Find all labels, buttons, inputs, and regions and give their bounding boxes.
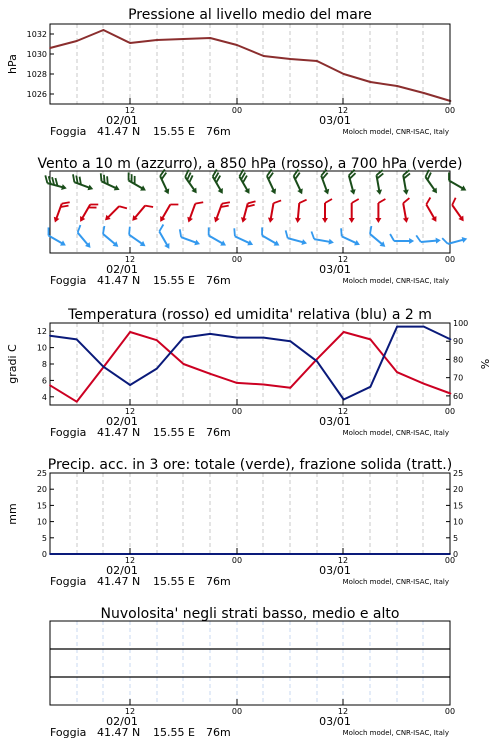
wind-850hpa-barb-shaft xyxy=(162,204,171,219)
rh-ytick-label: 100 xyxy=(453,319,469,328)
pressure-station-lat: 41.47 N xyxy=(97,125,141,138)
wind-850hpa-barb-shaft xyxy=(426,204,435,219)
wind-700hpa-barb xyxy=(97,173,123,192)
wind-850hpa-barb xyxy=(349,199,359,223)
pressure-ytick-label: 1026 xyxy=(26,90,47,99)
precip-credit: Moloch model, CNR-ISAC, Italy xyxy=(342,578,449,586)
clouds-station-lon: 15.55 E xyxy=(153,726,195,739)
wind-10m-arrow-shaft xyxy=(209,236,224,245)
wind-850hpa-barb xyxy=(78,200,99,226)
wind-700hpa-barb-shaft xyxy=(449,181,464,190)
wind-10m-arrow-flag xyxy=(100,226,108,234)
wind-10m-arrow-flag xyxy=(310,232,315,240)
precip-data-point xyxy=(224,553,226,555)
wind-10m-arrow-flag xyxy=(157,225,165,232)
wind-700hpa-barb-head xyxy=(271,188,279,195)
temperature-data-point xyxy=(129,331,131,333)
pressure-data-point xyxy=(423,92,425,94)
wind-xtick-label: 00 xyxy=(444,255,456,264)
precip-station-name: Foggia xyxy=(50,575,87,588)
wind-850hpa-barb-head xyxy=(322,218,328,223)
temp-ytick-label: 6 xyxy=(41,376,47,386)
pressure-credit: Moloch model, CNR-ISAC, Italy xyxy=(342,128,449,136)
pressure-data-point xyxy=(236,44,238,46)
clouds-panel xyxy=(50,621,455,739)
temp-ytick-label: 4 xyxy=(41,392,47,402)
wind-panel xyxy=(43,169,470,287)
precip-left-ytick-label: 10 xyxy=(36,517,47,527)
pressure-data-point xyxy=(156,39,158,41)
temperature-data-point xyxy=(423,383,425,385)
wind-700hpa-barb xyxy=(43,175,69,191)
pressure-station-elev: 76m xyxy=(206,125,231,138)
wind-850hpa-barb-flag xyxy=(274,199,282,204)
clouds-date-label: 03/01 xyxy=(319,715,351,728)
wind-700hpa-barb-head xyxy=(61,184,67,191)
temperature-data-point xyxy=(289,387,291,389)
pressure-xtick-label: 12 xyxy=(124,106,136,115)
temp-ytick-label: 8 xyxy=(41,360,47,369)
temp-rh-station-elev: 76m xyxy=(206,426,231,439)
wind-850hpa-barb-head xyxy=(295,218,301,224)
wind-850hpa-barb-shaft xyxy=(107,206,119,218)
wind-10m-arrow-flag xyxy=(338,228,345,236)
pressure-xtick-label: 00 xyxy=(444,106,456,115)
wind-850hpa-barb xyxy=(295,199,307,224)
clouds-date-label: 02/01 xyxy=(106,715,138,728)
temperature-data-point xyxy=(263,384,265,386)
wind-850hpa-barb xyxy=(103,201,127,225)
temperature-data-point xyxy=(236,382,238,384)
wind-10m-arrow-head xyxy=(301,239,307,246)
humidity-data-point xyxy=(289,340,291,342)
wind-date-label: 03/01 xyxy=(319,263,351,276)
pressure-series-line xyxy=(50,30,451,101)
wind-700hpa-barb xyxy=(289,169,308,195)
wind-10m-arrow-head xyxy=(60,240,67,248)
pressure-data-point xyxy=(289,58,291,60)
temp-ytick-label: 12 xyxy=(36,327,47,337)
wind-700hpa-barb xyxy=(444,172,470,193)
wind-850hpa-barb-head xyxy=(403,217,410,223)
temp-rh-panel xyxy=(6,319,492,439)
humidity-data-point xyxy=(103,366,105,368)
wind-10m-arrow xyxy=(176,229,202,247)
humidity-data-point xyxy=(76,339,78,341)
pressure-y-axis-label: hPa xyxy=(6,54,19,74)
temperature-data-point xyxy=(370,339,372,341)
wind-850hpa-barb-flag xyxy=(450,198,458,205)
temp-rh-date-label: 02/01 xyxy=(106,415,138,428)
humidity-data-point xyxy=(129,384,131,386)
wind-850hpa-barb-flag xyxy=(195,200,203,206)
temperature-data-point xyxy=(450,393,452,395)
wind-700hpa-barb-flag xyxy=(71,174,77,182)
wind-850hpa-barb xyxy=(422,198,443,224)
wind-850hpa-barb xyxy=(212,199,230,225)
precip-data-point xyxy=(274,553,276,555)
wind-700hpa-barb-head xyxy=(376,189,383,195)
wind-10m-arrow-head xyxy=(220,240,227,248)
wind-10m-arrow-head xyxy=(354,240,361,248)
wind-850hpa-barb-flag xyxy=(222,200,230,206)
clouds-chart-title: Nuvolosita' negli strati basso, medio e alto xyxy=(100,606,400,622)
precip-right-ytick-label: 0 xyxy=(453,550,459,559)
pressure-chart-title: Pressione al livello medio del mare xyxy=(128,7,372,23)
clouds-station-elev: 76m xyxy=(206,726,231,739)
wind-10m-arrow xyxy=(204,227,230,248)
wind-10m-arrow-shaft xyxy=(129,235,143,245)
wind-700hpa-barb xyxy=(70,174,96,192)
humidity-data-point xyxy=(316,360,318,362)
wind-10m-arrow-flag xyxy=(367,226,375,234)
wind-10m-arrow xyxy=(98,226,123,249)
wind-700hpa-barb xyxy=(124,172,150,193)
wind-700hpa-barb-head xyxy=(87,185,94,192)
clouds-xtick-label: 12 xyxy=(337,707,349,716)
wind-850hpa-barb xyxy=(447,198,469,223)
precip-data-point xyxy=(374,553,376,555)
wind-xtick-label: 12 xyxy=(124,255,136,264)
wind-10m-arrow-head xyxy=(194,240,201,247)
pressure-station-lon: 15.55 E xyxy=(153,125,195,138)
pressure-ytick-label: 1032 xyxy=(26,30,47,39)
wind-700hpa-barb-head xyxy=(297,188,305,195)
temperature-data-point xyxy=(183,363,185,365)
pressure-panel xyxy=(6,24,455,138)
wind-700hpa-barb-head xyxy=(403,189,410,195)
pressure-date-label: 03/01 xyxy=(319,114,351,127)
wind-850hpa-barb-flag xyxy=(170,201,178,208)
wind-station-elev: 76m xyxy=(206,274,231,287)
temperature-data-point xyxy=(76,401,78,403)
pressure-ytick-label: 1030 xyxy=(26,50,47,59)
wind-700hpa-barb-head xyxy=(324,189,331,196)
wind-850hpa-barb-flag xyxy=(119,203,127,211)
pressure-data-point xyxy=(396,85,398,87)
rh-y-axis-label: % xyxy=(479,358,492,370)
wind-10m-arrow-flag xyxy=(45,227,52,235)
precip-xtick-label: 00 xyxy=(231,556,243,565)
precip-xtick-label: 00 xyxy=(444,556,456,565)
clouds-station-name: Foggia xyxy=(50,726,87,739)
wind-10m-arrow-flag xyxy=(205,227,212,235)
wind-10m-arrow xyxy=(44,227,70,248)
wind-10m-arrow-head xyxy=(436,237,442,243)
wind-700hpa-barb xyxy=(156,169,175,195)
wind-850hpa-barb-flag xyxy=(62,200,70,206)
precip-left-ytick-label: 0 xyxy=(41,550,47,559)
wind-10m-arrow xyxy=(365,226,390,249)
wind-700hpa-barb xyxy=(421,170,443,195)
wind-850hpa-barb-flag xyxy=(145,203,153,211)
wind-700hpa-barb-head xyxy=(140,185,147,193)
wind-10m-arrow-flag xyxy=(390,234,394,241)
rh-ytick-label: 90 xyxy=(453,337,464,347)
clouds-frame xyxy=(50,621,450,705)
wind-10m-arrow-shaft xyxy=(48,236,63,245)
humidity-data-point xyxy=(236,337,238,339)
precip-data-point xyxy=(49,553,51,555)
wind-10m-arrow-shaft xyxy=(262,236,277,245)
pressure-data-point xyxy=(263,55,265,57)
wind-station-name: Foggia xyxy=(50,274,87,287)
wind-850hpa-barb-head xyxy=(431,216,439,223)
temp-rh-station-lat: 41.47 N xyxy=(97,426,141,439)
wind-700hpa-barb xyxy=(263,169,282,195)
wind-850hpa-barb-shaft xyxy=(271,203,274,220)
wind-850hpa-barb-flag xyxy=(402,198,410,203)
pressure-xtick-label: 00 xyxy=(231,106,243,115)
humidity-data-point xyxy=(396,326,398,328)
temp-y-axis-label: gradi C xyxy=(6,344,19,384)
pressure-data-point xyxy=(49,47,51,49)
wind-850hpa-barb xyxy=(400,198,414,223)
wind-850hpa-barb xyxy=(186,199,204,225)
wind-10m-arrow-head xyxy=(247,240,254,248)
precip-station-elev: 76m xyxy=(206,575,231,588)
precip-left-ytick-label: 25 xyxy=(36,469,47,478)
wind-850hpa-barb xyxy=(267,199,281,224)
wind-700hpa-barb xyxy=(317,170,335,196)
wind-700hpa-barb xyxy=(400,170,414,195)
pressure-data-point xyxy=(370,81,372,83)
wind-850hpa-barb-flag xyxy=(378,199,385,203)
wind-10m-arrow-flag xyxy=(259,227,266,235)
wind-10m-arrow xyxy=(155,225,176,251)
humidity-data-point xyxy=(423,326,425,328)
wind-700hpa-barb xyxy=(373,170,387,195)
wind-chart-title: Vento a 10 m (azzurro), a 850 hPa (rosso), a 700 hPa (verde) xyxy=(37,156,463,172)
wind-850hpa-barb-shaft xyxy=(298,203,299,220)
wind-850hpa-barb xyxy=(52,199,70,225)
precip-left-ytick-label: 5 xyxy=(41,533,47,543)
temp-rh-station-lon: 15.55 E xyxy=(153,426,195,439)
wind-10m-arrow xyxy=(442,232,468,248)
wind-850hpa-barb xyxy=(322,199,332,223)
wind-700hpa-barb xyxy=(345,170,361,196)
wind-700hpa-barb-head xyxy=(164,188,172,195)
wind-10m-arrow xyxy=(257,227,283,248)
wind-10m-arrow xyxy=(337,228,363,247)
wind-850hpa-barb-shaft xyxy=(452,205,462,219)
wind-10m-arrow-head xyxy=(274,240,281,248)
temp-rh-xtick-label: 12 xyxy=(124,407,136,416)
wind-700hpa-barb xyxy=(180,170,202,195)
precip-data-point xyxy=(324,553,326,555)
rh-ytick-label: 60 xyxy=(453,391,464,401)
wind-700hpa-barb-head xyxy=(218,188,226,195)
wind-850hpa-barb-flag xyxy=(352,199,359,203)
wind-xtick-label: 12 xyxy=(337,255,349,264)
precip-station-lon: 15.55 E xyxy=(153,575,195,588)
wind-10m-arrow xyxy=(230,228,256,247)
wind-850hpa-barb-shaft xyxy=(403,203,406,220)
wind-10m-arrow xyxy=(124,227,149,249)
wind-10m-arrow-head xyxy=(409,238,414,244)
precip-data-point xyxy=(249,553,251,555)
humidity-data-point xyxy=(450,339,452,341)
wind-850hpa-barb-shaft xyxy=(134,206,145,219)
wind-station-lon: 15.55 E xyxy=(153,274,195,287)
wind-10m-arrow-shaft xyxy=(370,234,383,245)
wind-700hpa-barb xyxy=(208,170,229,196)
precip-data-point xyxy=(349,553,351,555)
rh-ytick-label: 70 xyxy=(453,373,464,383)
pressure-data-point xyxy=(183,38,185,40)
precip-data-point xyxy=(199,553,201,555)
humidity-data-point xyxy=(370,386,372,388)
humidity-data-point xyxy=(49,335,51,337)
precip-right-ytick-label: 25 xyxy=(453,469,464,478)
precip-right-ytick-label: 20 xyxy=(453,485,464,495)
wind-10m-arrow-flag xyxy=(442,237,448,245)
wind-10m-arrow xyxy=(283,230,309,246)
precip-data-point xyxy=(124,553,126,555)
pressure-data-point xyxy=(103,29,105,31)
wind-10m-arrow-shaft xyxy=(78,233,89,246)
wind-850hpa-barb-flag xyxy=(299,199,306,204)
precip-right-ytick-label: 10 xyxy=(453,517,464,527)
temp-rh-credit: Moloch model, CNR-ISAC, Italy xyxy=(342,429,449,437)
humidity-data-point xyxy=(156,368,158,370)
wind-850hpa-barb-head xyxy=(158,216,166,223)
temperature-data-point xyxy=(209,373,211,375)
wind-xtick-label: 00 xyxy=(231,255,243,264)
pressure-data-point xyxy=(316,60,318,62)
precip-xtick-label: 12 xyxy=(337,556,349,565)
precip-panel xyxy=(6,469,463,588)
wind-850hpa-barb xyxy=(375,199,385,223)
wind-date-label: 02/01 xyxy=(106,263,138,276)
temp-rh-xtick-label: 00 xyxy=(444,407,456,416)
pressure-data-point xyxy=(209,37,211,39)
wind-700hpa-barb-head xyxy=(244,188,252,195)
wind-10m-arrow-shaft xyxy=(181,237,197,243)
precip-y-axis-label: mm xyxy=(6,503,19,525)
pressure-data-point xyxy=(76,40,78,42)
precip-xtick-label: 12 xyxy=(124,556,136,565)
precip-right-ytick-label: 5 xyxy=(453,533,459,543)
temperature-data-point xyxy=(396,371,398,373)
wind-850hpa-barb-head xyxy=(267,217,274,223)
wind-850hpa-barb-head xyxy=(375,218,381,223)
wind-10m-arrow-head xyxy=(164,243,172,250)
temp-rh-station-name: Foggia xyxy=(50,426,87,439)
temperature-data-point xyxy=(156,339,158,341)
wind-10m-arrow-flag xyxy=(284,230,290,238)
clouds-credit: Moloch model, CNR-ISAC, Italy xyxy=(342,729,449,737)
precip-data-point xyxy=(399,553,401,555)
humidity-data-point xyxy=(209,333,211,335)
clouds-xtick-label: 00 xyxy=(231,707,243,716)
temp-rh-chart-title: Temperatura (rosso) ed umidita' relativa (blu) a 2 m xyxy=(68,307,432,323)
wind-10m-arrow-flag xyxy=(126,227,133,235)
pressure-data-point xyxy=(129,42,131,44)
temp-rh-xtick-label: 12 xyxy=(337,407,349,416)
pressure-date-label: 02/01 xyxy=(106,114,138,127)
precip-date-label: 02/01 xyxy=(106,564,138,577)
humidity-data-point xyxy=(263,337,265,339)
precip-data-point xyxy=(174,553,176,555)
wind-10m-arrow xyxy=(416,233,441,245)
wind-10m-arrow-head xyxy=(462,236,468,243)
precip-chart-title: Precip. acc. in 3 ore: totale (verde), frazione solida (tratt.) xyxy=(47,457,453,473)
wind-850hpa-barb xyxy=(240,199,256,225)
clouds-xtick-label: 12 xyxy=(124,707,136,716)
wind-10m-arrow-flag xyxy=(416,235,421,242)
wind-850hpa-barb xyxy=(130,201,153,226)
wind-850hpa-barb-head xyxy=(78,216,86,223)
wind-850hpa-barb-shaft xyxy=(189,204,195,220)
pressure-ytick-label: 1028 xyxy=(26,70,47,79)
wind-10m-arrow-shaft xyxy=(342,236,357,243)
wind-700hpa-barb-flag xyxy=(446,172,453,180)
precip-date-label: 03/01 xyxy=(319,564,351,577)
pressure-station-name: Foggia xyxy=(50,125,87,138)
rh-ytick-label: 80 xyxy=(453,355,464,365)
precip-data-point xyxy=(74,553,76,555)
clouds-station-lat: 41.47 N xyxy=(97,726,141,739)
temperature-data-point xyxy=(343,331,345,333)
pressure-xtick-label: 12 xyxy=(337,106,349,115)
temp-rh-xtick-label: 00 xyxy=(231,407,243,416)
wind-10m-arrow-head xyxy=(328,239,334,246)
wind-10m-arrow-shaft xyxy=(421,240,438,241)
wind-10m-arrow xyxy=(390,234,414,244)
wind-10m-arrow xyxy=(310,232,335,246)
wind-700hpa-barb-head xyxy=(461,185,468,193)
wind-700hpa-barb xyxy=(235,170,256,196)
wind-10m-arrow-shaft xyxy=(103,234,116,245)
wind-station-lat: 41.47 N xyxy=(97,274,141,287)
wind-850hpa-barb-flag xyxy=(325,199,332,203)
precip-frame xyxy=(50,473,450,554)
wind-850hpa-barb-head xyxy=(349,218,355,223)
wind-850hpa-barb xyxy=(158,200,179,226)
temp-ytick-label: 10 xyxy=(36,343,47,353)
precip-data-point xyxy=(149,553,151,555)
wind-10m-arrow-flag xyxy=(75,225,83,233)
precip-data-point xyxy=(99,553,101,555)
wind-850hpa-barb-head xyxy=(212,217,219,224)
precip-station-lat: 41.47 N xyxy=(97,575,141,588)
precip-left-ytick-label: 20 xyxy=(36,485,47,495)
wind-850hpa-barb-head xyxy=(186,217,193,224)
pressure-frame xyxy=(50,24,450,104)
wind-850hpa-barb-head xyxy=(52,217,59,224)
wind-700hpa-barb-head xyxy=(114,185,121,193)
wind-700hpa-barb-head xyxy=(350,189,357,195)
wind-10m-arrow xyxy=(73,225,96,250)
precip-data-point xyxy=(299,553,301,555)
wind-850hpa-barb-head xyxy=(240,217,247,223)
wind-850hpa-barb-flag xyxy=(424,198,432,205)
pressure-data-point xyxy=(343,73,345,75)
temp-rh-date-label: 03/01 xyxy=(319,415,351,428)
clouds-xtick-label: 00 xyxy=(444,707,456,716)
humidity-data-point xyxy=(183,337,185,339)
wind-credit: Moloch model, CNR-ISAC, Italy xyxy=(342,277,449,285)
temperature-data-point xyxy=(49,384,51,386)
precip-left-ytick-label: 15 xyxy=(36,501,47,511)
wind-10m-arrow-shaft xyxy=(159,231,168,246)
precip-right-ytick-label: 15 xyxy=(453,501,464,511)
precip-data-point xyxy=(424,553,426,555)
